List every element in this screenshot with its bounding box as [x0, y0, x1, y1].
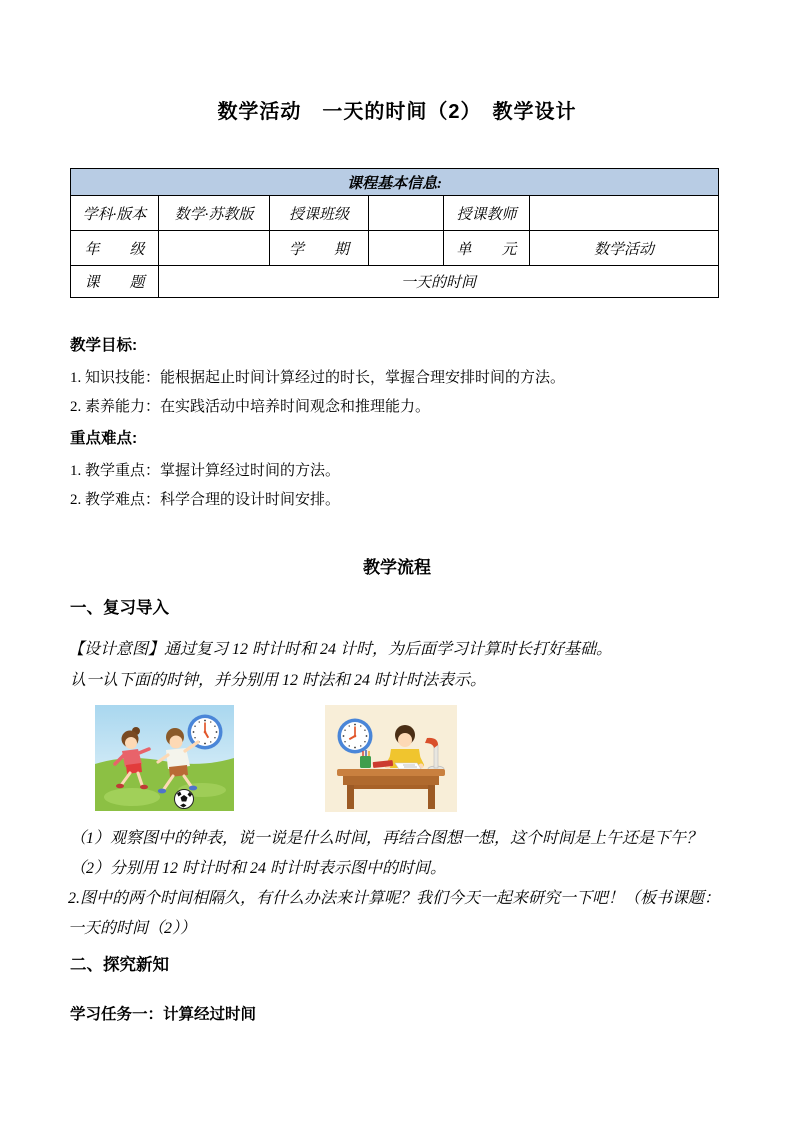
- objective-item: 1. 知识技能：能根据起止时间计算经过的时长，掌握合理安排时间的方法。: [70, 370, 566, 386]
- key-point-item: 2. 教学难点：科学合理的设计时间安排。: [70, 492, 341, 508]
- course-info-table: [70, 168, 719, 298]
- design-intent-line: 【设计意图】通过复习 12 时计时和 24 计时，为后面学习计算时长打好基础。: [68, 641, 613, 658]
- table-header-row: [71, 169, 719, 196]
- label-teacher: 授课教师: [444, 196, 530, 231]
- key-points-heading: 重点难点:: [70, 430, 138, 447]
- page-title: 数学活动 一天的时间（2） 教学设计: [217, 101, 577, 123]
- activity-intro-line: 认一认下面的时钟，并分别用 12 时法和 24 时计时法表示。: [70, 672, 487, 689]
- table-row: [71, 266, 719, 298]
- soccer-ball: [175, 790, 194, 809]
- value-teaching-class: [369, 196, 444, 231]
- label-subject-version: 学科·版本: [71, 196, 159, 231]
- illustration-boy-doing-homework: [325, 705, 457, 812]
- objective-item: 2. 素养能力：在实践活动中培养时间观念和推理能力。: [70, 399, 431, 415]
- step1-heading: 一、复习导入: [70, 599, 169, 617]
- step2-heading: 二、探究新知: [70, 956, 169, 974]
- value-grade: [159, 231, 270, 266]
- label-grade: 年 级: [71, 231, 159, 266]
- table-row: [71, 196, 719, 231]
- question-line: （1）观察图中的钟表，说一说是什么时间，再结合图想一想，这个时间是上午还是下午？: [70, 830, 703, 847]
- label-semester: 学 期: [270, 231, 369, 266]
- objectives-heading: 教学目标:: [70, 337, 138, 354]
- value-teacher: [530, 196, 719, 231]
- value-semester: [369, 231, 444, 266]
- question-line: 一天的时间（2））: [68, 920, 197, 937]
- key-point-item: 1. 教学重点：掌握计算经过时间的方法。: [70, 463, 341, 479]
- flow-title: 教学流程: [363, 558, 431, 577]
- illustration-children-playing-soccer: [92, 702, 237, 814]
- label-teaching-class: 授课班级: [270, 196, 369, 231]
- clock-icon: [338, 719, 373, 754]
- task1-heading: 学习任务一：计算经过时间: [70, 1006, 257, 1023]
- question-line: （2）分别用 12 时计时和 24 时计时表示图中的时间。: [70, 860, 447, 877]
- homework-scene-image: [325, 705, 457, 812]
- table-row: [71, 231, 719, 266]
- question-line: 2.图中的两个时间相隔久，有什么办法来计算呢？我们今天一起来研究一下吧！（板书课题：: [68, 890, 721, 907]
- table-header-cell: 课程基本信息:: [71, 169, 719, 196]
- value-unit: 数学活动: [530, 231, 719, 266]
- soccer-scene-image: [92, 702, 237, 814]
- label-unit: 单 元: [444, 231, 530, 266]
- value-subject-version: 数学·苏教版: [159, 196, 270, 231]
- value-lesson-topic: 一天的时间: [159, 266, 719, 298]
- notebook-paper: [395, 763, 421, 769]
- label-lesson-topic: 课 题: [71, 266, 159, 298]
